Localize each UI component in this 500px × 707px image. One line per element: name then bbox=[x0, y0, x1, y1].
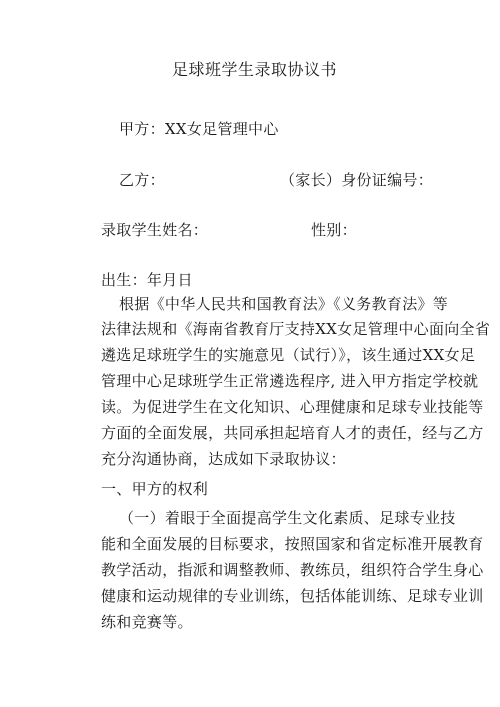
preamble-line: 管理中心足球班学生正常遴选程序, 进入甲方指定学校就 bbox=[101, 372, 479, 390]
document-title: 足球班学生录取协议书 bbox=[172, 60, 338, 79]
clause-line: 练和竞赛等。 bbox=[101, 613, 193, 631]
clause-line: 教学活动，指派和调整教师、教练员，组织符合学生身心 bbox=[101, 561, 484, 579]
preamble-line: 遴选足球班学生的实施意见（试行）》，该生通过XX女足 bbox=[101, 346, 476, 364]
party-a-line: 甲方：XX女足管理中心 bbox=[119, 120, 279, 138]
section-heading: 一、甲方的权利 bbox=[101, 480, 209, 498]
preamble-line: 方面的全面发展，共同承担起培育人才的责任，经与乙方 bbox=[101, 424, 484, 442]
preamble-line: 充分沟通协商，达成如下录取协议： bbox=[101, 450, 346, 468]
clause-line: 能和全面发展的目标要求，按照国家和省定标准开展教育 bbox=[101, 535, 484, 553]
party-b-id-label: （家长）身份证编号： bbox=[280, 171, 434, 189]
party-b-label: 乙方： bbox=[119, 171, 165, 189]
gender-label: 性别： bbox=[311, 221, 357, 239]
preamble-line: 法律法规和《海南省教育厅支持XX女足管理中心面向全省 bbox=[101, 320, 491, 338]
clause-line: 健康和运动规律的专业训练，包括体能训练、足球专业训 bbox=[101, 587, 484, 605]
clause-line: （一）着眼于全面提高学生文化素质、足球专业技 bbox=[119, 509, 456, 527]
preamble-line: 读。为促进学生在文化知识、心理健康和足球专业技能等 bbox=[101, 398, 484, 416]
student-name-label: 录取学生姓名： bbox=[101, 221, 209, 239]
preamble-line: 根据《中华人民共和国教育法》《义务教育法》等 bbox=[119, 295, 449, 313]
birth-date-label: 出生：年月日 bbox=[101, 271, 193, 289]
